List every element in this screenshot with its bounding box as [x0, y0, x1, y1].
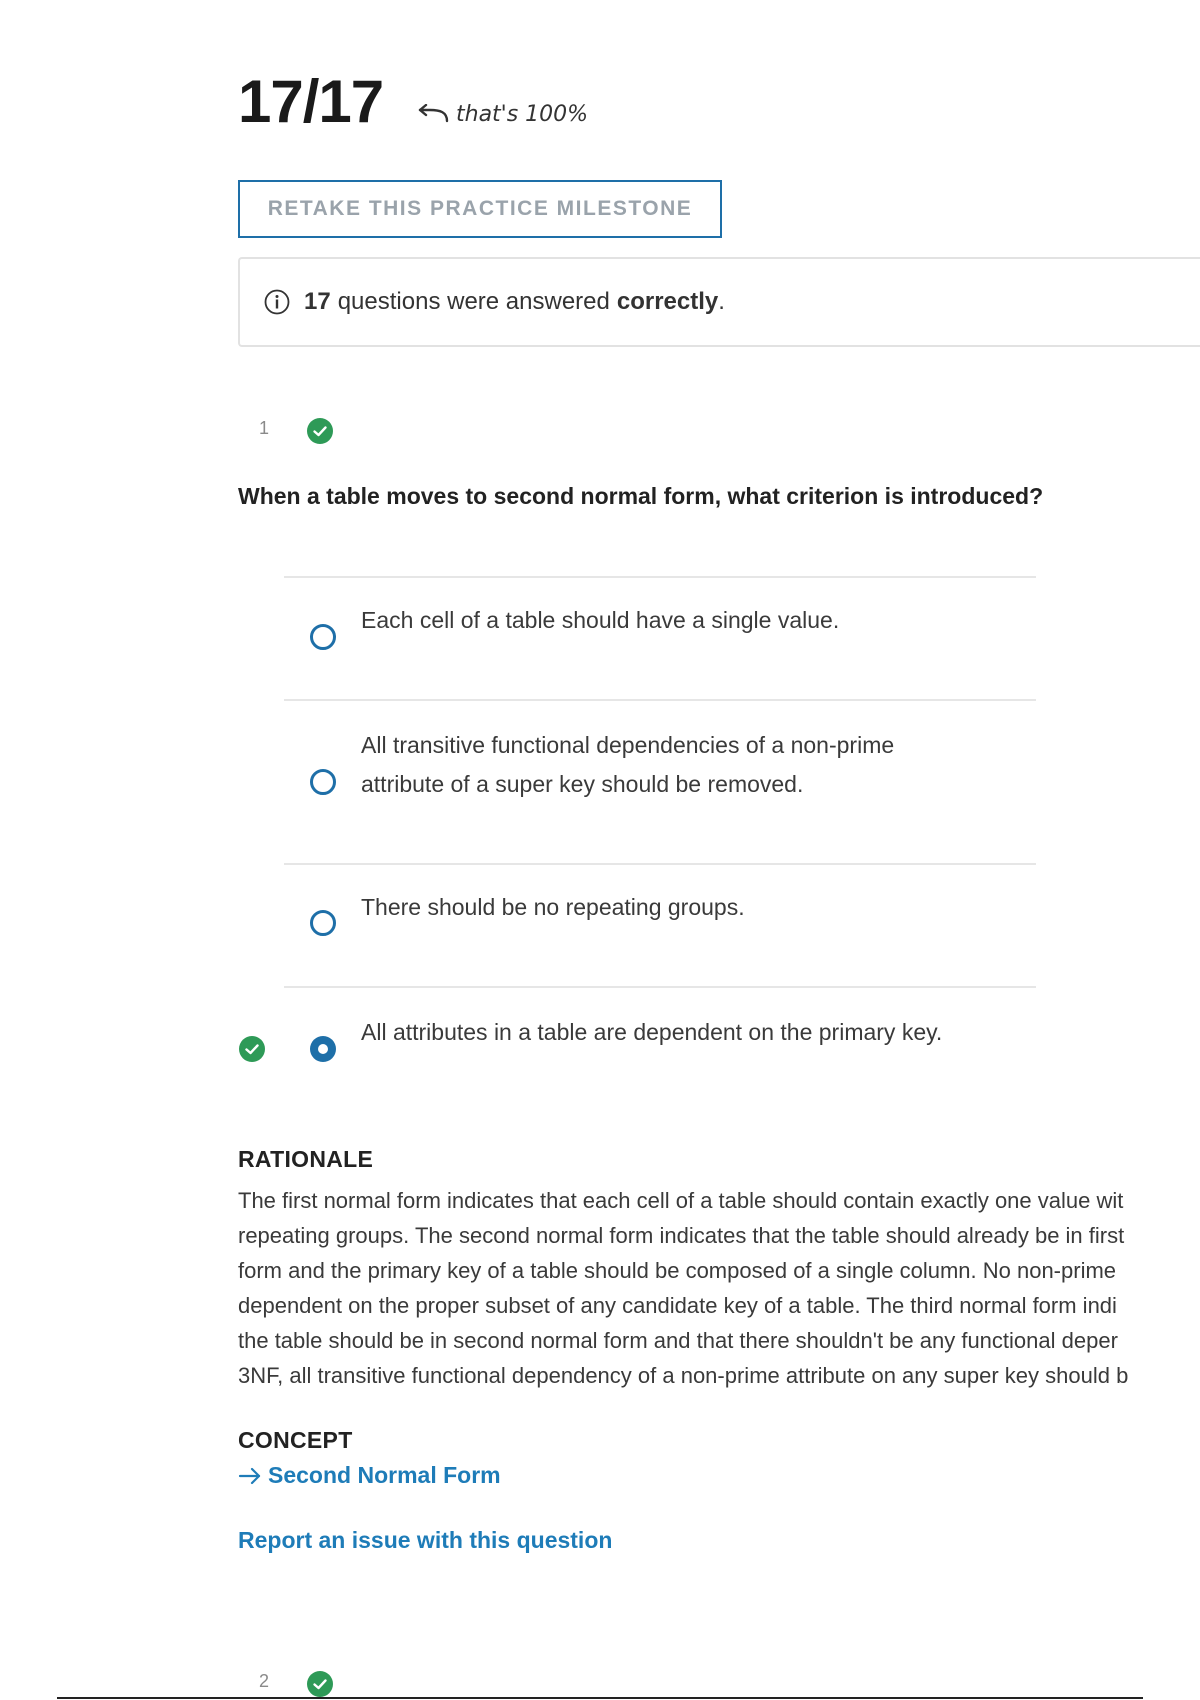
option-divider [284, 576, 1036, 578]
option-divider [284, 986, 1036, 988]
curved-arrow-left-icon [416, 104, 450, 126]
option-radio[interactable] [310, 910, 336, 936]
question-text: When a table moves to second normal form, what criterion is introduced? [238, 483, 1044, 509]
concept-link-label[interactable]: Second Normal Form [268, 1462, 501, 1488]
score-note-text: that's 100% [456, 102, 589, 127]
correct-count: 17 [304, 288, 331, 315]
correct-check-icon [306, 417, 334, 445]
option-radio-selected[interactable] [310, 1036, 336, 1062]
option-radio[interactable] [310, 769, 336, 795]
option-divider [284, 699, 1036, 701]
info-emphasis: correctly [616, 288, 719, 315]
option-label: All transitive functional dependencies of a non-prime attribute of a super key should be removed. [361, 732, 895, 797]
info-period: . [718, 288, 725, 315]
rationale-text: The first normal form indicates that each cell of a table should contain exactly one value wit repeating groups. The second normal form indicates that the table should already be in first form and the primary key of a table should be composed of a single column. No non-prime dependent on the proper subset of any candidate key of a table. The third normal form indi the table should be in second normal form and that there shouldn't be any functional deper 3NF, all transitive functional dependency of a non-prime attribute on any super key should b [238, 1188, 1129, 1388]
bottom-divider [57, 1697, 1143, 1699]
option-label: There should be no repeating groups. [361, 894, 745, 920]
info-text: questions were answered [337, 288, 610, 315]
info-icon [264, 289, 290, 315]
correct-check-icon [306, 1670, 334, 1698]
question-number-next: 2 [259, 1671, 270, 1691]
rationale-heading: RATIONALE [238, 1146, 374, 1172]
correct-answer-check-icon [238, 1035, 266, 1063]
score-note [416, 104, 588, 126]
results-info-banner [238, 257, 1200, 347]
score-value: 17/17 [238, 68, 384, 135]
question-number: 1 [259, 418, 270, 438]
concept-link[interactable] [238, 1462, 501, 1489]
arrow-right-icon [238, 1466, 262, 1486]
option-label: All attributes in a table are dependent on the primary key. [361, 1019, 943, 1045]
concept-heading: CONCEPT [238, 1427, 353, 1453]
option-radio[interactable] [310, 624, 336, 650]
option-label: Each cell of a table should have a single value. [361, 607, 840, 633]
report-issue-link[interactable]: Report an issue with this question [238, 1527, 613, 1553]
retake-milestone-button[interactable]: RETAKE THIS PRACTICE MILESTONE [238, 180, 722, 238]
option-divider [284, 863, 1036, 865]
